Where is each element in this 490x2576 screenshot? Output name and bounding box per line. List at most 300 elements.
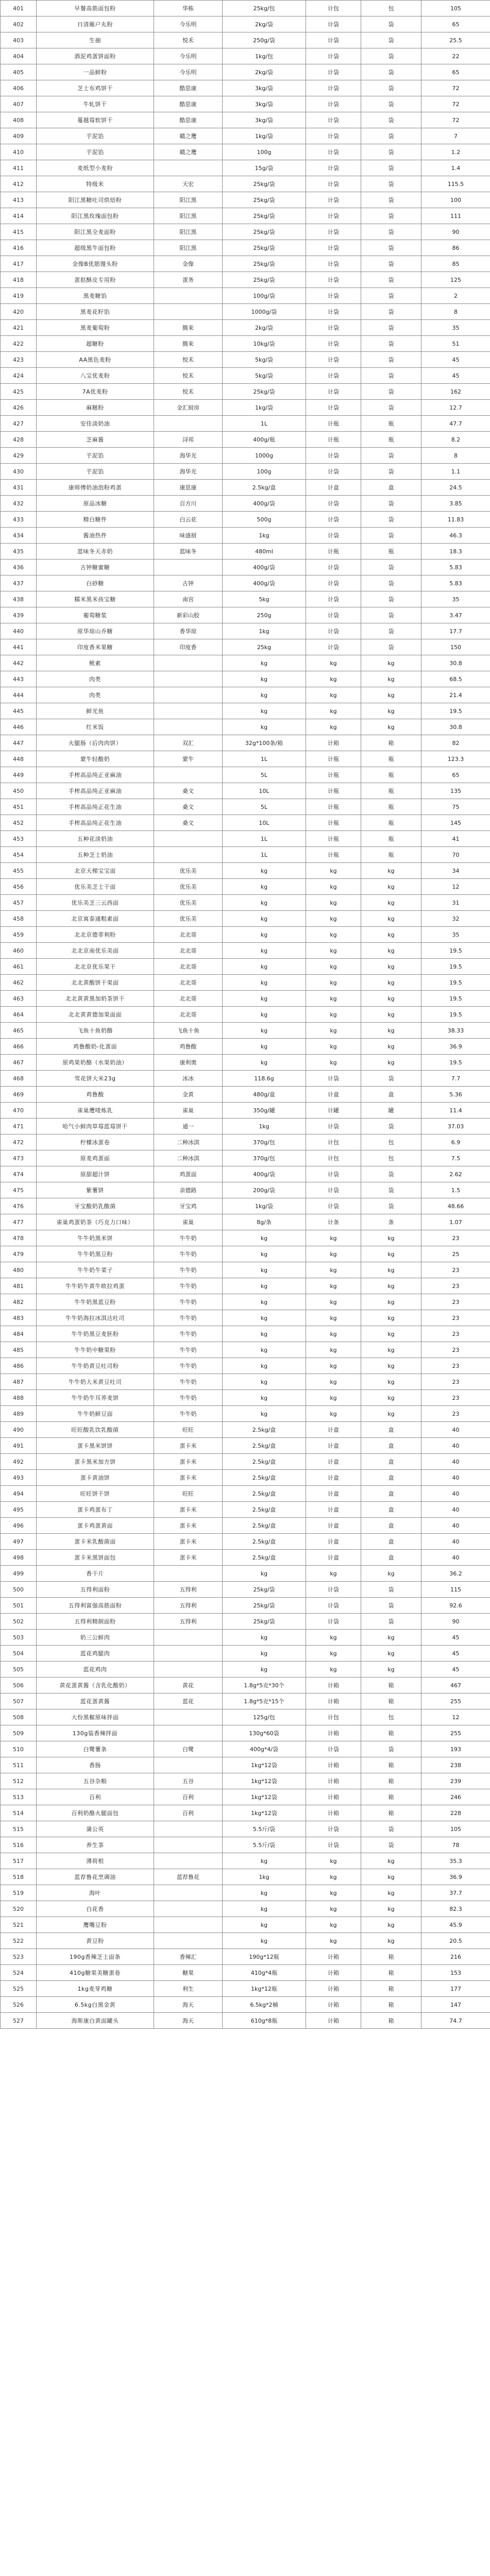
cell-price: 19.5 bbox=[421, 1007, 490, 1023]
cell-category: kg bbox=[361, 1278, 421, 1294]
cell-unit: 计箱 bbox=[306, 1949, 361, 1965]
cell-no: 481 bbox=[1, 1278, 37, 1294]
cell-no: 447 bbox=[1, 735, 37, 751]
cell-brand: 阳江黑 bbox=[154, 208, 223, 224]
cell-unit: kg bbox=[306, 1342, 361, 1358]
cell-spec: kg bbox=[223, 911, 306, 927]
cell-no: 425 bbox=[1, 384, 37, 400]
cell-unit: 计盒 bbox=[306, 480, 361, 496]
cell-brand: 二种冰淇 bbox=[154, 1150, 223, 1166]
cell-spec: 15g/袋 bbox=[223, 160, 306, 176]
cell-brand: 二种冰淇 bbox=[154, 1134, 223, 1150]
cell-category: 包 bbox=[361, 1150, 421, 1166]
cell-unit: 计袋 bbox=[306, 1821, 361, 1837]
table-row bbox=[1, 1454, 490, 1470]
cell-name: 鸡鲁酸 bbox=[37, 1087, 154, 1103]
cell-no: 526 bbox=[1, 1997, 37, 2013]
cell-name: 蒲公英 bbox=[37, 1821, 154, 1837]
cell-category: 袋 bbox=[361, 208, 421, 224]
table-row bbox=[1, 128, 490, 144]
cell-unit: 计袋 bbox=[306, 368, 361, 384]
cell-spec: 1kg/袋 bbox=[223, 400, 306, 416]
cell-price: 11.83 bbox=[421, 512, 490, 528]
table-row bbox=[1, 1214, 490, 1230]
cell-category: kg bbox=[361, 1885, 421, 1901]
cell-brand: 优乐美 bbox=[154, 863, 223, 879]
cell-category: 袋 bbox=[361, 256, 421, 272]
cell-spec: 400g/瓶 bbox=[223, 432, 306, 448]
cell-category: 瓶 bbox=[361, 783, 421, 799]
cell-price: 239 bbox=[421, 1773, 490, 1789]
cell-name: 北北京德菲利粉 bbox=[37, 927, 154, 943]
table-row bbox=[1, 1390, 490, 1406]
cell-spec: kg bbox=[223, 1646, 306, 1662]
cell-spec: 610g*8瓶 bbox=[223, 2013, 306, 2029]
cell-price: 86 bbox=[421, 240, 490, 256]
table-row bbox=[1, 1757, 490, 1773]
cell-unit: kg bbox=[306, 655, 361, 671]
cell-name: 北北黄酸饼干果面 bbox=[37, 975, 154, 991]
cell-no: 485 bbox=[1, 1342, 37, 1358]
table-row bbox=[1, 1310, 490, 1326]
cell-unit: kg bbox=[306, 1406, 361, 1422]
table-row bbox=[1, 863, 490, 879]
cell-name: 芝士布鸡饼干 bbox=[37, 80, 154, 96]
cell-no: 424 bbox=[1, 368, 37, 384]
cell-unit: kg bbox=[306, 1901, 361, 1917]
cell-category: kg bbox=[361, 1406, 421, 1422]
cell-spec: 5kg/袋 bbox=[223, 368, 306, 384]
cell-no: 438 bbox=[1, 591, 37, 607]
cell-brand: 百利 bbox=[154, 1805, 223, 1821]
cell-brand: 牛牛奶 bbox=[154, 1230, 223, 1246]
cell-spec: kg bbox=[223, 1566, 306, 1582]
cell-no: 455 bbox=[1, 863, 37, 879]
table-row bbox=[1, 975, 490, 991]
table-row bbox=[1, 528, 490, 544]
cell-name: 190g香辣芝士面条 bbox=[37, 1949, 154, 1965]
cell-category: kg bbox=[361, 1023, 421, 1039]
cell-price: 23 bbox=[421, 1326, 490, 1342]
cell-price: 5.36 bbox=[421, 1087, 490, 1103]
cell-category: kg bbox=[361, 1630, 421, 1646]
cell-price: 70 bbox=[421, 847, 490, 863]
table-row bbox=[1, 1326, 490, 1342]
cell-price: 177 bbox=[421, 1981, 490, 1997]
cell-unit: 计盒 bbox=[306, 1454, 361, 1470]
cell-no: 404 bbox=[1, 48, 37, 64]
cell-spec: 400g/袋 bbox=[223, 575, 306, 591]
cell-unit: 计袋 bbox=[306, 320, 361, 336]
cell-price: 40 bbox=[421, 1438, 490, 1454]
cell-price: 23 bbox=[421, 1358, 490, 1374]
cell-category: kg bbox=[361, 719, 421, 735]
cell-brand bbox=[154, 1646, 223, 1662]
cell-unit: 计瓶 bbox=[306, 799, 361, 815]
cell-unit: 计盒 bbox=[306, 1438, 361, 1454]
cell-category: kg bbox=[361, 1374, 421, 1390]
cell-spec: kg bbox=[223, 895, 306, 911]
cell-name: 黑麦葡萄粉 bbox=[37, 320, 154, 336]
cell-spec: kg bbox=[223, 1007, 306, 1023]
cell-spec: kg bbox=[223, 1933, 306, 1949]
cell-price: 20.5 bbox=[421, 1933, 490, 1949]
cell-name: 芋泥馅 bbox=[37, 464, 154, 480]
cell-brand: 蛋卡米 bbox=[154, 1502, 223, 1518]
cell-price: 24.5 bbox=[421, 480, 490, 496]
cell-unit: kg bbox=[306, 1662, 361, 1677]
cell-name: 蛋卡黑米饼饼 bbox=[37, 1438, 154, 1454]
cell-price: 2 bbox=[421, 288, 490, 304]
cell-brand: 牛牛奶 bbox=[154, 1406, 223, 1422]
cell-brand: 优乐美 bbox=[154, 911, 223, 927]
cell-unit: 计袋 bbox=[306, 96, 361, 112]
cell-brand: 百利 bbox=[154, 1789, 223, 1805]
cell-no: 472 bbox=[1, 1134, 37, 1150]
cell-name: 早餐高筋面包粉 bbox=[37, 1, 154, 16]
table-row bbox=[1, 1789, 490, 1805]
cell-spec: kg bbox=[223, 1853, 306, 1869]
cell-no: 457 bbox=[1, 895, 37, 911]
table-row bbox=[1, 80, 490, 96]
cell-brand bbox=[154, 1837, 223, 1853]
cell-price: 111 bbox=[421, 208, 490, 224]
table-row bbox=[1, 943, 490, 959]
cell-name: 牛轧饼干 bbox=[37, 96, 154, 112]
cell-category: kg bbox=[361, 1055, 421, 1071]
cell-no: 504 bbox=[1, 1646, 37, 1662]
table-row bbox=[1, 1087, 490, 1103]
cell-brand: 五得利 bbox=[154, 1582, 223, 1598]
cell-unit: kg bbox=[306, 1230, 361, 1246]
cell-spec: 1kg*12袋 bbox=[223, 1757, 306, 1773]
cell-no: 442 bbox=[1, 655, 37, 671]
cell-no: 502 bbox=[1, 1614, 37, 1630]
cell-category: 袋 bbox=[361, 575, 421, 591]
cell-category: 袋 bbox=[361, 16, 421, 32]
cell-brand: 蓝花 bbox=[154, 1693, 223, 1709]
cell-name: 牛牛奶黄豆吐司粉 bbox=[37, 1358, 154, 1374]
cell-no: 516 bbox=[1, 1837, 37, 1853]
table-row bbox=[1, 1007, 490, 1023]
cell-spec: kg bbox=[223, 1278, 306, 1294]
table-row bbox=[1, 1837, 490, 1853]
cell-spec: kg bbox=[223, 1374, 306, 1390]
cell-category: 瓶 bbox=[361, 416, 421, 432]
table-row bbox=[1, 1039, 490, 1055]
cell-unit: kg bbox=[306, 671, 361, 687]
cell-brand bbox=[154, 304, 223, 320]
cell-no: 413 bbox=[1, 192, 37, 208]
cell-name: 手榨高品纯正亚麻油 bbox=[37, 767, 154, 783]
cell-no: 469 bbox=[1, 1087, 37, 1103]
table-row bbox=[1, 144, 490, 160]
cell-spec: kg bbox=[223, 879, 306, 895]
cell-name: 牛牛奶牛耳荞麦饼 bbox=[37, 1390, 154, 1406]
cell-price: 147 bbox=[421, 1997, 490, 2013]
cell-no: 495 bbox=[1, 1502, 37, 1518]
cell-unit: 计袋 bbox=[306, 272, 361, 288]
cell-unit: 计袋 bbox=[306, 512, 361, 528]
cell-unit: 计袋 bbox=[306, 32, 361, 48]
cell-name: 牛牛奶中糖果粉 bbox=[37, 1342, 154, 1358]
table-row bbox=[1, 1630, 490, 1646]
cell-brand: 雀巢 bbox=[154, 1214, 223, 1230]
cell-brand: 今乐明 bbox=[154, 64, 223, 80]
cell-price: 25 bbox=[421, 1246, 490, 1262]
cell-name: 蔓越莓软饼干 bbox=[37, 112, 154, 128]
cell-no: 507 bbox=[1, 1693, 37, 1709]
cell-category: kg bbox=[361, 703, 421, 719]
cell-price: 35 bbox=[421, 320, 490, 336]
table-row bbox=[1, 815, 490, 831]
cell-price: 145 bbox=[421, 815, 490, 831]
cell-brand: 双汇 bbox=[154, 735, 223, 751]
cell-category: kg bbox=[361, 911, 421, 927]
cell-name: 鹰嘴豆粉 bbox=[37, 1917, 154, 1933]
cell-price: 18.3 bbox=[421, 544, 490, 560]
cell-spec: 2.5kg/盒 bbox=[223, 1454, 306, 1470]
cell-price: 125 bbox=[421, 272, 490, 288]
cell-category: 箱 bbox=[361, 1773, 421, 1789]
cell-price: 82 bbox=[421, 735, 490, 751]
cell-unit: 计瓶 bbox=[306, 432, 361, 448]
cell-unit: kg bbox=[306, 943, 361, 959]
cell-price: 12.7 bbox=[421, 400, 490, 416]
cell-category: 盒 bbox=[361, 1087, 421, 1103]
cell-unit: 计袋 bbox=[306, 144, 361, 160]
cell-unit: 计袋 bbox=[306, 1118, 361, 1134]
cell-unit: kg bbox=[306, 1262, 361, 1278]
cell-category: 瓶 bbox=[361, 544, 421, 560]
cell-brand: 牛牛奶 bbox=[154, 1390, 223, 1406]
cell-price: 135 bbox=[421, 783, 490, 799]
cell-price: 35 bbox=[421, 591, 490, 607]
cell-category: 袋 bbox=[361, 512, 421, 528]
table-row bbox=[1, 208, 490, 224]
cell-price: 36.9 bbox=[421, 1869, 490, 1885]
cell-name: 手榨高品纯正亚麻油 bbox=[37, 783, 154, 799]
cell-no: 405 bbox=[1, 64, 37, 80]
table-row bbox=[1, 751, 490, 767]
cell-spec: kg bbox=[223, 927, 306, 943]
cell-brand: 赣之鹰 bbox=[154, 144, 223, 160]
cell-brand: 古钟 bbox=[154, 575, 223, 591]
cell-brand bbox=[154, 1709, 223, 1725]
cell-unit: 计条 bbox=[306, 1214, 361, 1230]
cell-no: 467 bbox=[1, 1055, 37, 1071]
cell-price: 40 bbox=[421, 1470, 490, 1486]
cell-category: 袋 bbox=[361, 1598, 421, 1614]
cell-brand bbox=[154, 1566, 223, 1582]
cell-name: 黄花蛋黄酱（含乳化酸奶） bbox=[37, 1677, 154, 1693]
cell-name: 百利奶酪火腿面包 bbox=[37, 1805, 154, 1821]
cell-no: 401 bbox=[1, 1, 37, 16]
table-row bbox=[1, 560, 490, 575]
cell-spec: 2.5kg/盒 bbox=[223, 1438, 306, 1454]
cell-name: 阳江黑糖吐司烘焙粉 bbox=[37, 192, 154, 208]
cell-price: 31 bbox=[421, 895, 490, 911]
cell-brand bbox=[154, 1933, 223, 1949]
cell-category: kg bbox=[361, 879, 421, 895]
cell-brand bbox=[154, 288, 223, 304]
cell-spec: 190g*12瓶 bbox=[223, 1949, 306, 1965]
cell-category: 袋 bbox=[361, 48, 421, 64]
cell-unit: kg bbox=[306, 1294, 361, 1310]
cell-category: kg bbox=[361, 1662, 421, 1677]
cell-spec: kg bbox=[223, 863, 306, 879]
cell-spec: 2.5kg/盒 bbox=[223, 1518, 306, 1534]
cell-spec: 1kg*12袋 bbox=[223, 1773, 306, 1789]
cell-brand bbox=[154, 655, 223, 671]
cell-price: 75 bbox=[421, 799, 490, 815]
cell-spec: 250g bbox=[223, 607, 306, 623]
table-row bbox=[1, 1294, 490, 1310]
cell-category: 袋 bbox=[361, 1821, 421, 1837]
cell-unit: kg bbox=[306, 911, 361, 927]
cell-brand: 华栋 bbox=[154, 1, 223, 16]
cell-brand: 阳江黑 bbox=[154, 224, 223, 240]
table-row bbox=[1, 1869, 490, 1885]
cell-name: 蓝花蛋黄酱 bbox=[37, 1693, 154, 1709]
cell-price: 17.7 bbox=[421, 623, 490, 639]
cell-name: 黑麦糖馅 bbox=[37, 288, 154, 304]
cell-price: 45.9 bbox=[421, 1917, 490, 1933]
cell-name: 奶三公鲜肉 bbox=[37, 1630, 154, 1646]
cell-no: 525 bbox=[1, 1981, 37, 1997]
cell-unit: 计瓶 bbox=[306, 416, 361, 432]
cell-category: kg bbox=[361, 895, 421, 911]
cell-spec: kg bbox=[223, 943, 306, 959]
table-row bbox=[1, 1182, 490, 1198]
cell-category: 袋 bbox=[361, 144, 421, 160]
cell-no: 423 bbox=[1, 352, 37, 368]
cell-name: 雀巢鹰唛炼乳 bbox=[37, 1103, 154, 1118]
table-row bbox=[1, 2013, 490, 2029]
table-row bbox=[1, 1534, 490, 1550]
cell-unit: kg bbox=[306, 1326, 361, 1342]
cell-spec: 5L bbox=[223, 799, 306, 815]
cell-name: 优乐美芝三云西面 bbox=[37, 895, 154, 911]
cell-no: 501 bbox=[1, 1598, 37, 1614]
cell-price: 72 bbox=[421, 112, 490, 128]
cell-category: 袋 bbox=[361, 336, 421, 352]
cell-category: 袋 bbox=[361, 1614, 421, 1630]
cell-price: 45 bbox=[421, 368, 490, 384]
cell-category: kg bbox=[361, 959, 421, 975]
table-row bbox=[1, 1, 490, 16]
cell-brand: 金像 bbox=[154, 256, 223, 272]
table-row bbox=[1, 623, 490, 639]
cell-no: 403 bbox=[1, 32, 37, 48]
cell-spec: 370g/包 bbox=[223, 1150, 306, 1166]
cell-price: 65 bbox=[421, 64, 490, 80]
cell-name: 蓝花鸡腿肉 bbox=[37, 1646, 154, 1662]
table-row bbox=[1, 1582, 490, 1598]
cell-price: 23 bbox=[421, 1262, 490, 1278]
cell-price: 47.7 bbox=[421, 416, 490, 432]
cell-name: 葡萄糖浆 bbox=[37, 607, 154, 623]
table-row bbox=[1, 1071, 490, 1087]
cell-unit: kg bbox=[306, 1039, 361, 1055]
cell-category: 袋 bbox=[361, 96, 421, 112]
cell-name: 蛋卡鸡蛋黄面 bbox=[37, 1518, 154, 1534]
cell-unit: kg bbox=[306, 879, 361, 895]
cell-price: 3.85 bbox=[421, 496, 490, 512]
cell-category: kg bbox=[361, 1342, 421, 1358]
table-row bbox=[1, 1342, 490, 1358]
cell-category: kg bbox=[361, 655, 421, 671]
cell-no: 498 bbox=[1, 1550, 37, 1566]
cell-unit: 计箱 bbox=[306, 1981, 361, 1997]
cell-price: 19.5 bbox=[421, 703, 490, 719]
cell-no: 434 bbox=[1, 528, 37, 544]
cell-brand: 酷思康 bbox=[154, 96, 223, 112]
cell-price: 30.8 bbox=[421, 655, 490, 671]
cell-price: 25.5 bbox=[421, 32, 490, 48]
cell-name: 鸡鲁酸奶-化蛋面 bbox=[37, 1039, 154, 1055]
cell-unit: 计瓶 bbox=[306, 751, 361, 767]
cell-price: 105 bbox=[421, 1, 490, 16]
table-row bbox=[1, 1118, 490, 1134]
cell-price: 72 bbox=[421, 80, 490, 96]
cell-price: 255 bbox=[421, 1725, 490, 1741]
cell-category: 箱 bbox=[361, 1693, 421, 1709]
cell-unit: kg bbox=[306, 1869, 361, 1885]
cell-brand bbox=[154, 160, 223, 176]
cell-no: 436 bbox=[1, 560, 37, 575]
cell-brand: 蓝荐鲁花 bbox=[154, 1869, 223, 1885]
cell-price: 45 bbox=[421, 1646, 490, 1662]
cell-category: 袋 bbox=[361, 112, 421, 128]
cell-name: 酱油热件 bbox=[37, 528, 154, 544]
cell-category: 盒 bbox=[361, 1534, 421, 1550]
cell-brand: 飞鱼十鱼 bbox=[154, 1023, 223, 1039]
cell-no: 430 bbox=[1, 464, 37, 480]
cell-unit: kg bbox=[306, 1374, 361, 1390]
cell-category: 袋 bbox=[361, 496, 421, 512]
cell-price: 153 bbox=[421, 1965, 490, 1981]
cell-spec: 5.5斤/袋 bbox=[223, 1821, 306, 1837]
table-row bbox=[1, 1230, 490, 1246]
cell-unit: 计袋 bbox=[306, 304, 361, 320]
cell-brand: 悦禾 bbox=[154, 352, 223, 368]
cell-name: 牛牛奶黑米饼 bbox=[37, 1230, 154, 1246]
cell-brand: 白云花 bbox=[154, 512, 223, 528]
table-row bbox=[1, 1502, 490, 1518]
cell-brand bbox=[154, 1853, 223, 1869]
cell-unit: 计袋 bbox=[306, 1582, 361, 1598]
cell-price: 34 bbox=[421, 863, 490, 879]
cell-category: 袋 bbox=[361, 320, 421, 336]
cell-spec: 1kg/袋 bbox=[223, 128, 306, 144]
cell-spec: kg bbox=[223, 1901, 306, 1917]
cell-spec: 25kg/袋 bbox=[223, 1582, 306, 1598]
cell-spec: 410g*4瓶 bbox=[223, 1965, 306, 1981]
cell-brand: 北北哥 bbox=[154, 1007, 223, 1023]
cell-price: 467 bbox=[421, 1677, 490, 1693]
cell-name: 红米饭 bbox=[37, 719, 154, 735]
cell-category: 袋 bbox=[361, 224, 421, 240]
cell-brand: 蛋卡米 bbox=[154, 1518, 223, 1534]
cell-spec: 1kg/袋 bbox=[223, 1198, 306, 1214]
cell-name: 旺旺饼干饼 bbox=[37, 1486, 154, 1502]
cell-spec: kg bbox=[223, 1342, 306, 1358]
table-row bbox=[1, 1805, 490, 1821]
cell-spec: 2kg/袋 bbox=[223, 16, 306, 32]
cell-brand: 北北哥 bbox=[154, 943, 223, 959]
cell-unit: 计袋 bbox=[306, 48, 361, 64]
